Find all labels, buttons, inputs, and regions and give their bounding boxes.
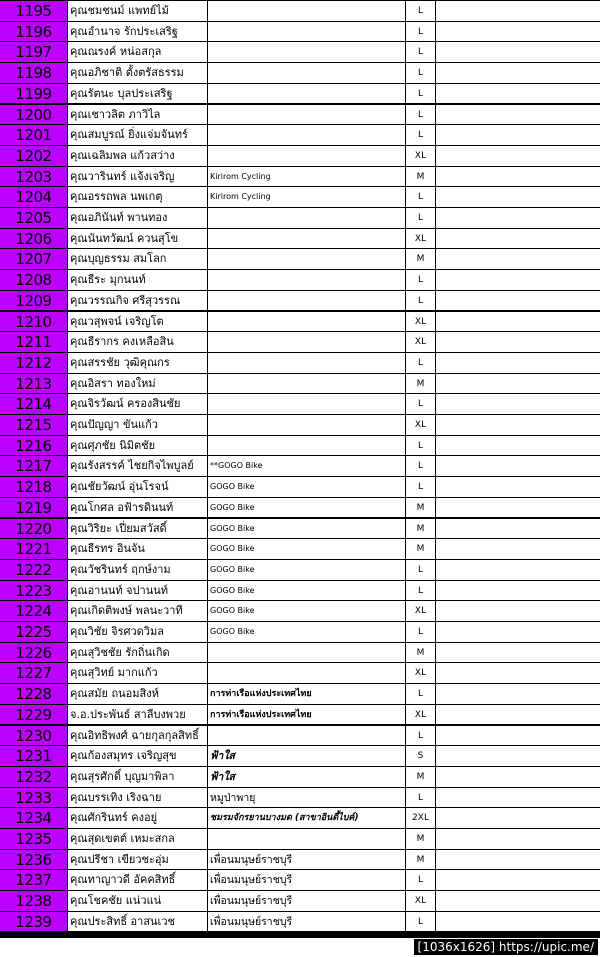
empty-cell: [436, 870, 600, 891]
shirt-size: L: [406, 912, 436, 933]
empty-cell: [436, 746, 600, 767]
shirt-size: M: [406, 829, 436, 850]
shirt-size: L: [406, 42, 436, 63]
bib-number: 1211: [0, 332, 68, 353]
shirt-size: L: [406, 187, 436, 208]
empty-cell: [436, 84, 600, 105]
empty-cell: [436, 850, 600, 871]
club-name: GOGO Bike: [208, 477, 406, 498]
rider-name: คุณสุวิทย์ มากแก้ว: [68, 663, 208, 684]
club-name: [208, 84, 406, 105]
empty-cell: [436, 374, 600, 395]
shirt-size: L: [406, 22, 436, 43]
shirt-size: XL: [406, 891, 436, 912]
table-row: [0, 870, 600, 891]
bib-number: 1217: [0, 456, 68, 477]
empty-cell: [436, 726, 600, 747]
table-row: [0, 436, 600, 457]
rider-name: คุณปรีชา เขียวชะอุ่ม: [68, 850, 208, 871]
table-row: [0, 374, 600, 395]
bib-number: 1203: [0, 167, 68, 188]
empty-cell: [436, 560, 600, 581]
table-row: [0, 42, 600, 63]
club-name: [208, 42, 406, 63]
shirt-size: XL: [406, 705, 436, 726]
rider-name: จ.อ.ประพันธ์ สาลีบงพวย: [68, 705, 208, 726]
shirt-size: 2XL: [406, 808, 436, 829]
table-row: [0, 829, 600, 850]
rider-name: คุณปัญญา ขันแก้ว: [68, 415, 208, 436]
table-row: [0, 643, 600, 664]
empty-cell: [436, 705, 600, 726]
empty-cell: [436, 456, 600, 477]
club-name: [208, 270, 406, 291]
table-row: [0, 622, 600, 643]
rider-name: คุณอำนาจ รักประเสริฐ: [68, 22, 208, 43]
club-name: GOGO Bike: [208, 519, 406, 540]
shirt-size: L: [406, 291, 436, 312]
rider-name: คุณบรรเทิง เริงฉาย: [68, 788, 208, 809]
rider-name: คุณสุดเขตต์ เหมะสกล: [68, 829, 208, 850]
empty-cell: [436, 291, 600, 312]
rider-name: คุณบุญธรรม สมโลก: [68, 249, 208, 270]
image-credit: [1036x1626] https://upic.me/: [414, 939, 598, 955]
shirt-size: M: [406, 374, 436, 395]
table-row: [0, 270, 600, 291]
shirt-size: XL: [406, 312, 436, 333]
table-row: [0, 22, 600, 43]
club-name: เพื่อนมนุษย์ราชบุรี: [208, 850, 406, 871]
table-row: [0, 498, 600, 519]
bib-number: 1221: [0, 539, 68, 560]
shirt-size: M: [406, 249, 436, 270]
shirt-size: L: [406, 436, 436, 457]
club-name: [208, 22, 406, 43]
club-name: [208, 105, 406, 126]
club-name: [208, 312, 406, 333]
bib-number: 1231: [0, 746, 68, 767]
shirt-size: M: [406, 539, 436, 560]
table-row: [0, 1, 600, 22]
empty-cell: [436, 808, 600, 829]
empty-cell: [436, 477, 600, 498]
rider-name: คุณวรรณกิจ ศรีสุวรรณ: [68, 291, 208, 312]
shirt-size: L: [406, 270, 436, 291]
table-row: [0, 663, 600, 684]
bib-number: 1214: [0, 394, 68, 415]
club-name: GOGO Bike: [208, 539, 406, 560]
shirt-size: XL: [406, 601, 436, 622]
shirt-size: L: [406, 84, 436, 105]
table-row: [0, 63, 600, 84]
rider-name: คุณรังสรรค์ ไชยกิจไพบูลย์: [68, 456, 208, 477]
empty-cell: [436, 622, 600, 643]
rider-name: คุณอิทธิพงศ์ ฉายกุลกุลสิทธิ์: [68, 726, 208, 747]
rider-name: คุณอภินันท์ พานทอง: [68, 208, 208, 229]
shirt-size: XL: [406, 663, 436, 684]
table-row: [0, 705, 600, 726]
shirt-size: XL: [406, 146, 436, 167]
table-row: [0, 332, 600, 353]
shirt-size: L: [406, 394, 436, 415]
club-name: การท่าเรือแห่งประเทศไทย: [208, 684, 406, 705]
table-row: [0, 353, 600, 374]
table-row: [0, 684, 600, 705]
table-row: [0, 539, 600, 560]
empty-cell: [436, 63, 600, 84]
bib-number: 1206: [0, 229, 68, 250]
empty-cell: [436, 539, 600, 560]
shirt-size: L: [406, 208, 436, 229]
empty-cell: [436, 312, 600, 333]
rider-name: คุณอิสรา ทองใหม่: [68, 374, 208, 395]
club-name: [208, 374, 406, 395]
club-name: ฟ้าใส: [208, 767, 406, 788]
table-row: [0, 560, 600, 581]
shirt-size: L: [406, 105, 436, 126]
rider-name: คุณโกศล อฟ้ารดินนท์: [68, 498, 208, 519]
shirt-size: M: [406, 498, 436, 519]
bib-number: 1219: [0, 498, 68, 519]
empty-cell: [436, 415, 600, 436]
club-name: Kirirom Cycling: [208, 167, 406, 188]
rider-name: คุณทาญาวดี อัคคสิทธิ์: [68, 870, 208, 891]
rider-name: คุณธีรากร คงเหลือสิน: [68, 332, 208, 353]
club-name: เพื่อนมนุษย์ราชบุรี: [208, 870, 406, 891]
empty-cell: [436, 208, 600, 229]
shirt-size: L: [406, 622, 436, 643]
rider-name: คุณสมบูรณ์ ยิ่งแจ่มจันทร์: [68, 125, 208, 146]
bib-number: 1197: [0, 42, 68, 63]
table-row: [0, 850, 600, 871]
club-name: GOGO Bike: [208, 498, 406, 519]
club-name: [208, 229, 406, 250]
table-row: [0, 105, 600, 126]
empty-cell: [436, 332, 600, 353]
empty-cell: [436, 22, 600, 43]
table-row: [0, 808, 600, 829]
empty-cell: [436, 229, 600, 250]
bib-number: 1230: [0, 726, 68, 747]
empty-cell: [436, 684, 600, 705]
shirt-size: M: [406, 167, 436, 188]
empty-cell: [436, 891, 600, 912]
empty-cell: [436, 270, 600, 291]
table-row: [0, 891, 600, 912]
club-name: [208, 146, 406, 167]
bib-number: 1212: [0, 353, 68, 374]
club-name: GOGO Bike: [208, 560, 406, 581]
table-row: [0, 519, 600, 540]
empty-cell: [436, 146, 600, 167]
bib-number: 1213: [0, 374, 68, 395]
shirt-size: L: [406, 353, 436, 374]
bib-number: 1228: [0, 684, 68, 705]
table-row: [0, 125, 600, 146]
club-name: [208, 291, 406, 312]
table-row: [0, 912, 600, 933]
table-row: [0, 415, 600, 436]
shirt-size: L: [406, 788, 436, 809]
club-name: [208, 125, 406, 146]
shirt-size: XL: [406, 415, 436, 436]
bib-number: 1229: [0, 705, 68, 726]
club-name: GOGO Bike: [208, 581, 406, 602]
rider-name: คุณสมัย ถนอมสิงห์: [68, 684, 208, 705]
table-row: [0, 84, 600, 105]
club-name: [208, 63, 406, 84]
shirt-size: L: [406, 726, 436, 747]
shirt-size: M: [406, 767, 436, 788]
rider-name: คุณก้องสมุทร เจริญสุข: [68, 746, 208, 767]
club-name: [208, 394, 406, 415]
shirt-size: XL: [406, 332, 436, 353]
shirt-size: XL: [406, 229, 436, 250]
club-name: [208, 436, 406, 457]
empty-cell: [436, 601, 600, 622]
table-row: [0, 146, 600, 167]
empty-cell: [436, 912, 600, 933]
bib-number: 1210: [0, 312, 68, 333]
empty-cell: [436, 125, 600, 146]
bib-number: 1234: [0, 808, 68, 829]
table-row: [0, 477, 600, 498]
table-row: [0, 726, 600, 747]
bib-number: 1207: [0, 249, 68, 270]
club-name: [208, 208, 406, 229]
table-row: [0, 788, 600, 809]
club-name: การท่าเรือแห่งประเทศไทย: [208, 705, 406, 726]
empty-cell: [436, 663, 600, 684]
empty-cell: [436, 519, 600, 540]
bib-number: 1195: [0, 1, 68, 22]
table-row: [0, 291, 600, 312]
table-row: [0, 229, 600, 250]
bib-number: 1225: [0, 622, 68, 643]
bib-number: 1208: [0, 270, 68, 291]
rider-name: คุณศักรินทร์ คงอยู่: [68, 808, 208, 829]
shirt-size: L: [406, 684, 436, 705]
bib-number: 1236: [0, 850, 68, 871]
shirt-size: L: [406, 63, 436, 84]
club-name: [208, 726, 406, 747]
table-row: [0, 767, 600, 788]
bib-number: 1205: [0, 208, 68, 229]
rider-name: คุณอรรถพล นพเกตุ: [68, 187, 208, 208]
bib-number: 1215: [0, 415, 68, 436]
bib-number: 1209: [0, 291, 68, 312]
club-name: **GOGO Bike: [208, 456, 406, 477]
rider-name: คุณวิชัย จิรศวดวิมล: [68, 622, 208, 643]
bib-number: 1224: [0, 601, 68, 622]
table-row: [0, 456, 600, 477]
rider-name: คุณชัยวัฒน์ อุ่นโรจน์: [68, 477, 208, 498]
rider-name: คุณเชาวลิต ภาวิไล: [68, 105, 208, 126]
club-name: [208, 415, 406, 436]
club-name: เพื่อนมนุษย์ราชบุรี: [208, 912, 406, 933]
table-row: [0, 312, 600, 333]
club-name: เพื่อนมนุษย์ราชบุรี: [208, 891, 406, 912]
rider-name: คุณรัตนะ บุลประเสริฐ: [68, 84, 208, 105]
bib-number: 1232: [0, 767, 68, 788]
rider-name: คุณณรงค์ หน่อสกุล: [68, 42, 208, 63]
shirt-size: M: [406, 519, 436, 540]
rider-name: คุณวิริยะ เปี่ยมสวัสดิ์: [68, 519, 208, 540]
bib-number: 1239: [0, 912, 68, 933]
rider-name: คุณสุรศักดิ์ บุญมาพิลา: [68, 767, 208, 788]
empty-cell: [436, 42, 600, 63]
bib-number: 1235: [0, 829, 68, 850]
club-name: GOGO Bike: [208, 622, 406, 643]
bib-number: 1196: [0, 22, 68, 43]
club-name: [208, 332, 406, 353]
rider-name: คุณศุภชัย นิมิตชัย: [68, 436, 208, 457]
empty-cell: [436, 788, 600, 809]
empty-cell: [436, 249, 600, 270]
empty-cell: [436, 581, 600, 602]
bib-number: 1201: [0, 125, 68, 146]
club-name: [208, 829, 406, 850]
rider-name: คุณจิรวัฒน์ ครองสินชัย: [68, 394, 208, 415]
table-row: [0, 167, 600, 188]
bib-number: 1204: [0, 187, 68, 208]
club-name: [208, 663, 406, 684]
empty-cell: [436, 105, 600, 126]
bib-number: 1202: [0, 146, 68, 167]
table-row: [0, 187, 600, 208]
bib-number: 1222: [0, 560, 68, 581]
bib-number: 1227: [0, 663, 68, 684]
rider-name: คุณสรรชัย วุฒิคุณกร: [68, 353, 208, 374]
empty-cell: [436, 394, 600, 415]
rider-name: คุณวัชรินทร์ ฤกษ์งาม: [68, 560, 208, 581]
rider-name: คุณอภิชาติ ตั้งตรัสธรรม: [68, 63, 208, 84]
club-name: [208, 249, 406, 270]
shirt-size: L: [406, 560, 436, 581]
table-row: [0, 208, 600, 229]
rider-name: คุณโชคชัย แน่วแน่: [68, 891, 208, 912]
empty-cell: [436, 436, 600, 457]
shirt-size: S: [406, 746, 436, 767]
bib-number: 1233: [0, 788, 68, 809]
rider-name: คุณสุวิชชัย รักถิ่นเกิด: [68, 643, 208, 664]
rider-name: คุณวารินทร์ แจ้งเจริญ: [68, 167, 208, 188]
rider-name: คุณเฉลิมพล แก้วสว่าง: [68, 146, 208, 167]
club-name: [208, 1, 406, 22]
empty-cell: [436, 1, 600, 22]
bib-number: 1223: [0, 581, 68, 602]
table-row: [0, 746, 600, 767]
club-name: GOGO Bike: [208, 601, 406, 622]
shirt-size: L: [406, 1, 436, 22]
empty-cell: [436, 353, 600, 374]
bib-number: 1226: [0, 643, 68, 664]
bib-number: 1220: [0, 519, 68, 540]
empty-cell: [436, 167, 600, 188]
shirt-size: M: [406, 850, 436, 871]
bib-number: 1199: [0, 84, 68, 105]
table-row: [0, 249, 600, 270]
shirt-size: L: [406, 477, 436, 498]
rider-name: คุณธีระ มุกนนท์: [68, 270, 208, 291]
empty-cell: [436, 187, 600, 208]
bib-number: 1218: [0, 477, 68, 498]
empty-cell: [436, 643, 600, 664]
bib-number: 1198: [0, 63, 68, 84]
rider-name: คุณประสิทธิ์ อาสนเวช: [68, 912, 208, 933]
rider-name: คุณวสุพจน์ เจริญโต: [68, 312, 208, 333]
bib-number: 1238: [0, 891, 68, 912]
shirt-size: L: [406, 581, 436, 602]
shirt-size: M: [406, 643, 436, 664]
club-name: [208, 353, 406, 374]
shirt-size: L: [406, 125, 436, 146]
rider-name: คุณเกิดติพงษ์ พลนะวาที: [68, 601, 208, 622]
club-name: [208, 643, 406, 664]
bib-number: 1216: [0, 436, 68, 457]
club-name: Kirirom Cycling: [208, 187, 406, 208]
bib-number: 1200: [0, 105, 68, 126]
empty-cell: [436, 498, 600, 519]
empty-cell: [436, 829, 600, 850]
table-row: [0, 601, 600, 622]
empty-cell: [436, 767, 600, 788]
shirt-size: L: [406, 870, 436, 891]
shirt-size: L: [406, 456, 436, 477]
rider-name: คุณชมชนม์ แพทย์ไม้: [68, 1, 208, 22]
bib-number: 1237: [0, 870, 68, 891]
rider-name: คุณธีรทร อินจัน: [68, 539, 208, 560]
club-name: ฟ้าใส: [208, 746, 406, 767]
club-name: ชมรมจักรยานบางมด (สาขาอินดี้ไบค์): [208, 808, 406, 829]
table-row: [0, 581, 600, 602]
table-row: [0, 394, 600, 415]
club-name: หมูป่าพายุ: [208, 788, 406, 809]
rider-name: คุณอานนท์ จปานนท์: [68, 581, 208, 602]
rider-name: คุณนันทวัฒน์ ควนสุโข: [68, 229, 208, 250]
